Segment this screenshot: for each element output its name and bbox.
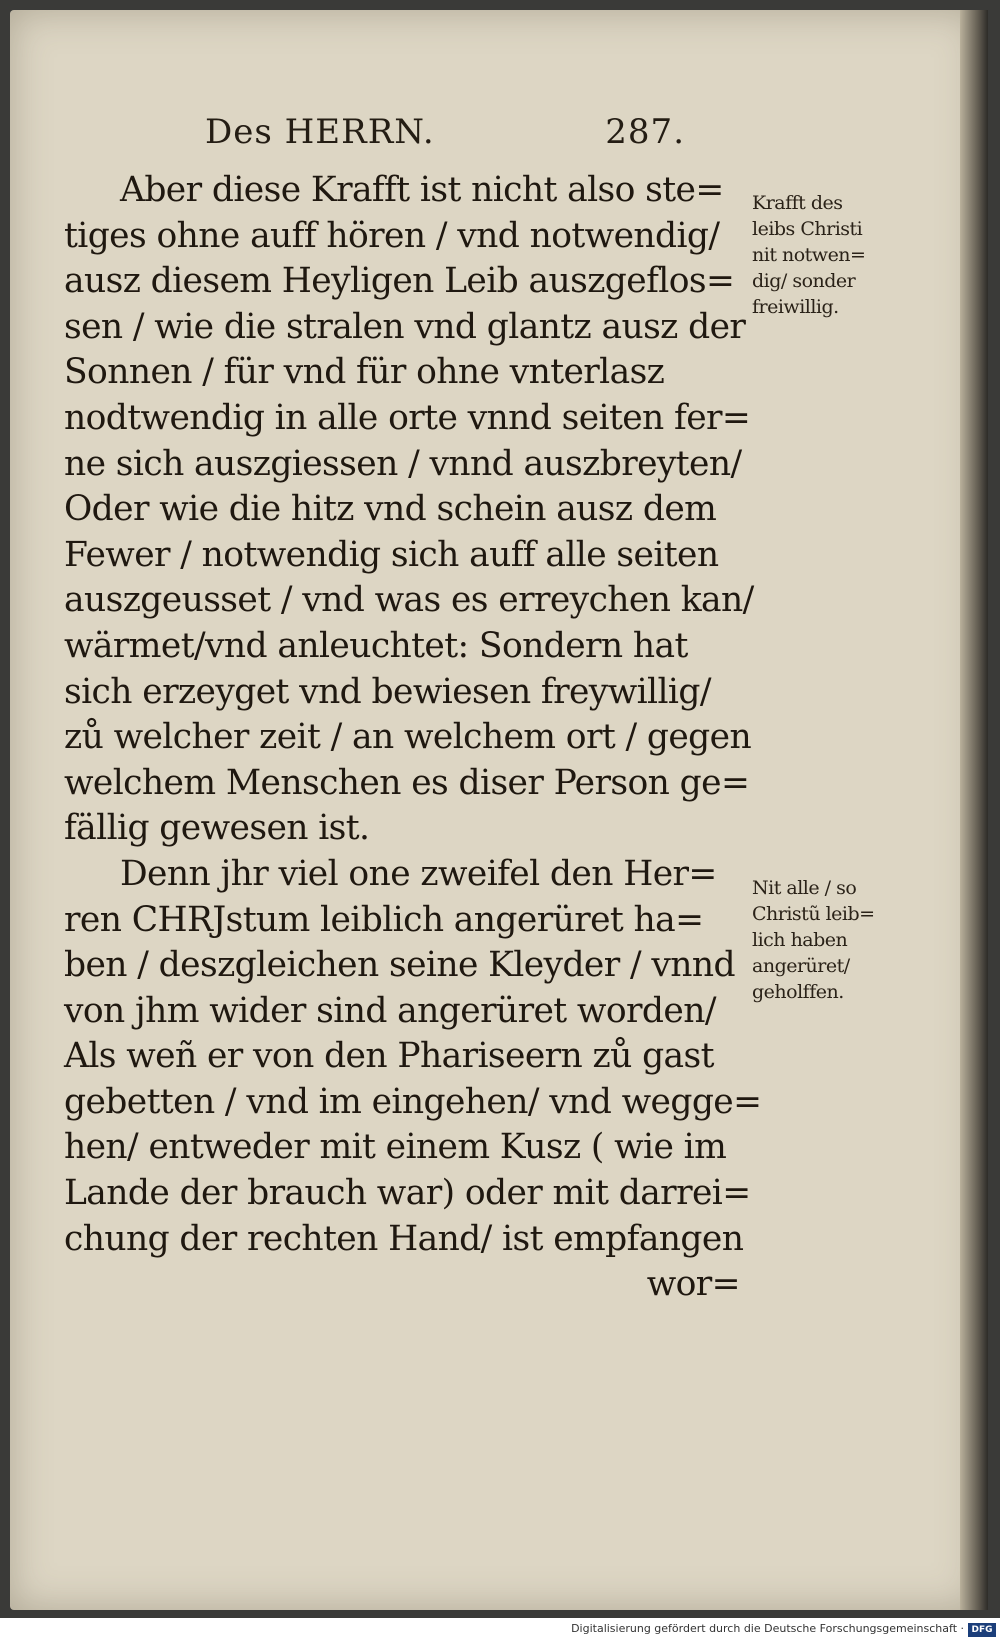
text-line: Als weñ er von den Phariseern zů gast	[64, 1036, 714, 1077]
text-line: Sonnen / für vnd für ohne vnterlasz	[64, 352, 665, 393]
running-head	[205, 112, 685, 156]
text-line: chung der rechten Hand/ ist empfangen	[64, 1218, 744, 1259]
marginal-line: freiwillig.	[752, 296, 839, 318]
text-line: sich erzeyget vnd bewiesen freywillig/	[64, 671, 711, 712]
marginal-note-2	[752, 875, 902, 1005]
text-line: Fewer / notwendig sich auff alle seiten	[64, 534, 719, 575]
text-line: gebetten / vnd im eingehen/ vnd wegge=	[64, 1081, 762, 1122]
text-line: ren CHRJstum leiblich angerüret ha=	[64, 899, 704, 940]
text-line: auszgeusset / vnd was es erreychen kan/	[64, 580, 754, 621]
marginal-note-1	[752, 190, 902, 320]
marginal-line: leibs Christi	[752, 218, 863, 240]
text-line: wärmet/vnd anleuchtet: Sondern hat	[64, 625, 688, 666]
page-number: 287.	[605, 112, 685, 152]
marginal-line: Krafft des	[752, 192, 843, 214]
dfg-logo-icon: DFG	[968, 1623, 996, 1637]
text-line: tiges ohne auff hören / vnd notwendig/	[64, 215, 720, 256]
body-text	[64, 168, 762, 1308]
marginal-line: lich haben	[752, 929, 848, 951]
marginal-line: dig/ sonder	[752, 270, 856, 292]
catchword: wor=	[646, 1264, 740, 1305]
text-line: nodtwendig in alle orte vnnd seiten fer=	[64, 397, 751, 438]
running-head-title: Des HERRN.	[205, 112, 435, 152]
text-line: zů welcher zeit / an welchem ort / gegen	[64, 717, 752, 758]
text-line: fällig gewesen ist.	[64, 808, 370, 849]
marginal-line: geholffen.	[752, 981, 844, 1003]
marginal-line: nit notwen=	[752, 244, 866, 266]
text-line: ausz diesem Heyligen Leib auszgeflos=	[64, 261, 735, 302]
text-line: Lande der brauch war) oder mit darrei=	[64, 1173, 751, 1214]
text-line: hen/ entweder mit einem Kusz ( wie im	[64, 1127, 727, 1168]
text-line: Denn jhr viel one zweifel den Her=	[120, 853, 717, 894]
book-gutter	[960, 10, 988, 1610]
text-line: welchem Menschen es diser Person ge=	[64, 762, 750, 803]
text-line: ne sich auszgiessen / vnnd auszbreyten/	[64, 443, 742, 484]
footer-credit: Digitalisierung gefördert durch die Deutsche Forschungsgemeinschaft ·	[571, 1622, 964, 1635]
text-line: Oder wie die hitz vnd schein ausz dem	[64, 489, 717, 530]
text-line: sen / wie die stralen vnd glantz ausz der	[64, 306, 746, 347]
marginal-line: Nit alle / so	[752, 877, 857, 899]
marginal-line: Christũ leib=	[752, 903, 875, 925]
text-line: von jhm wider sind angerüret worden/	[64, 990, 716, 1031]
text-line: ben / deszgleichen seine Kleyder / vnnd	[64, 945, 736, 986]
text-line: Aber diese Krafft ist nicht also ste=	[120, 170, 724, 210]
marginal-line: angerüret/	[752, 955, 850, 977]
footer-bar	[0, 1620, 1000, 1642]
